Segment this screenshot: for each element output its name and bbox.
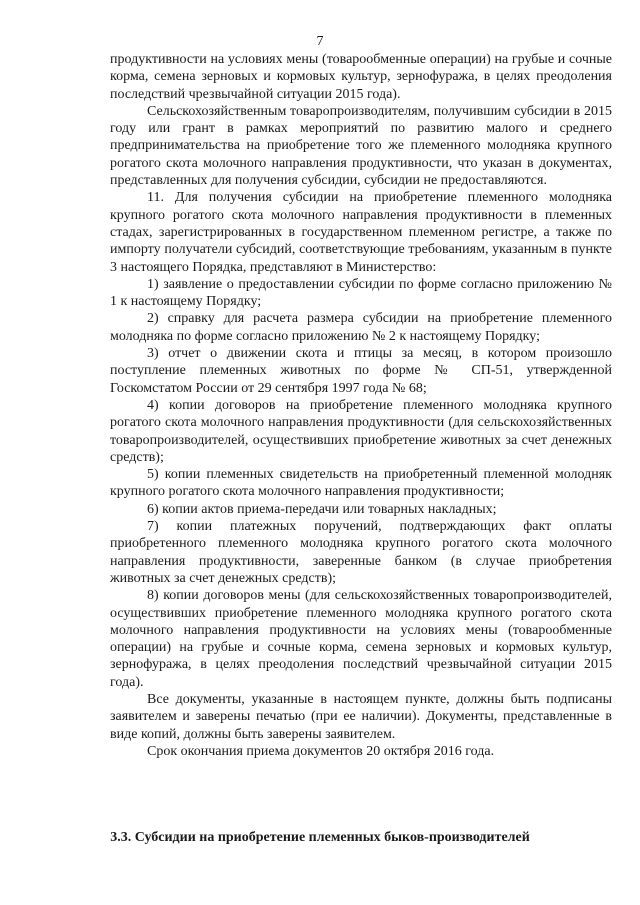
list-item-2: 2) справку для расчета размера субсидии на приобретение племенного молодняка по форме согласно приложению № 2 к настоящему Порядку; — [110, 311, 612, 344]
list-item-7: 7) копии платежных поручений, подтверждающих факт оплаты приобретенного племенного молодняка крупного рогатого скота молочного направления продуктивности, заверенные банком (в случае приобретения животных за счет денежных средств); — [110, 519, 612, 586]
paragraph-deadline: Срок окончания приема документов 20 октября 2016 года. — [147, 743, 495, 759]
document-body — [110, 51, 612, 760]
list-item-4: 4) копии договоров на приобретение племенного молодняка крупного рогатого скота молочного направления продуктивности (для сельскохозяйственных товаропроизводителей, осуществивших приобретение животных за счет денежных средств); — [110, 397, 612, 465]
paragraph-certification: Все документы, указанные в настоящем пункте, должны быть подписаны заявителем и заверены печатью (при ее наличии). Документы, представленные в виде копий, должны быть заверены заявителем. — [110, 691, 612, 742]
list-item-3: 3) отчет о движении скота и птицы за месяц, в котором произошло поступление племенных животных по форме № СП-51, утвержденной Госкомстатом России от 29 сентября 1997 года № 68; — [110, 346, 612, 396]
section-heading: 3.3. Субсидии на приобретение племенных быков-производителей — [110, 830, 530, 845]
paragraph-item-11: 11. Для получения субсидии на приобретение племенного молодняка крупного рогатого скота молочного направления продуктивности в племенных стадах, зарегистрированных в государственном племенном регистре, а также по импорту получатели субсидий, соответствующие требованиям, указанным в пункте 3 настоящего Порядка, представляют в Министерство: — [110, 190, 612, 275]
list-item-1: 1) заявление о предоставлении субсидии по форме согласно приложению № 1 к настоящему Порядку; — [110, 276, 612, 310]
list-item-6: 6) копии актов приема-передачи или товарных накладных; — [147, 501, 497, 517]
page-number: 7 — [316, 34, 324, 49]
list-item-8: 8) копии договоров мены (для сельскохозяйственных товаропроизводителей, осуществивших приобретение племенного молодняка крупного рогатого скота молочного направления продуктивности на условиях мены (товарообменные операции) на грубые и сочные корма, семена зерновых и кормовых культур, зернофуража, в целях преодоления последствий чрезвычайной ситуации 2015 года). — [110, 588, 612, 690]
paragraph-continuation: продуктивности на условиях мены (товарообменные операции) на грубые и сочные корма, семена зерновых и кормовых культур, зернофуража, в целях преодоления последствий чрезвычайной ситуации 2015 года). — [110, 52, 612, 102]
paragraph-exclusion: Сельскохозяйственным товаропроизводителям, получившим субсидии в 2015 году или грант в рамках мероприятий по развитию малого и среднего предпринимательства на приобретение того же племенного молодняка крупного рогатого скота молочного направления продуктивности, что указан в документах, представленных для получения субсидии, субсидии не предоставляются. — [110, 103, 612, 189]
list-item-5: 5) копии племенных свидетельств на приобретенный племенной молодняк крупного рогатого скота молочного направления продуктивности; — [110, 467, 612, 500]
